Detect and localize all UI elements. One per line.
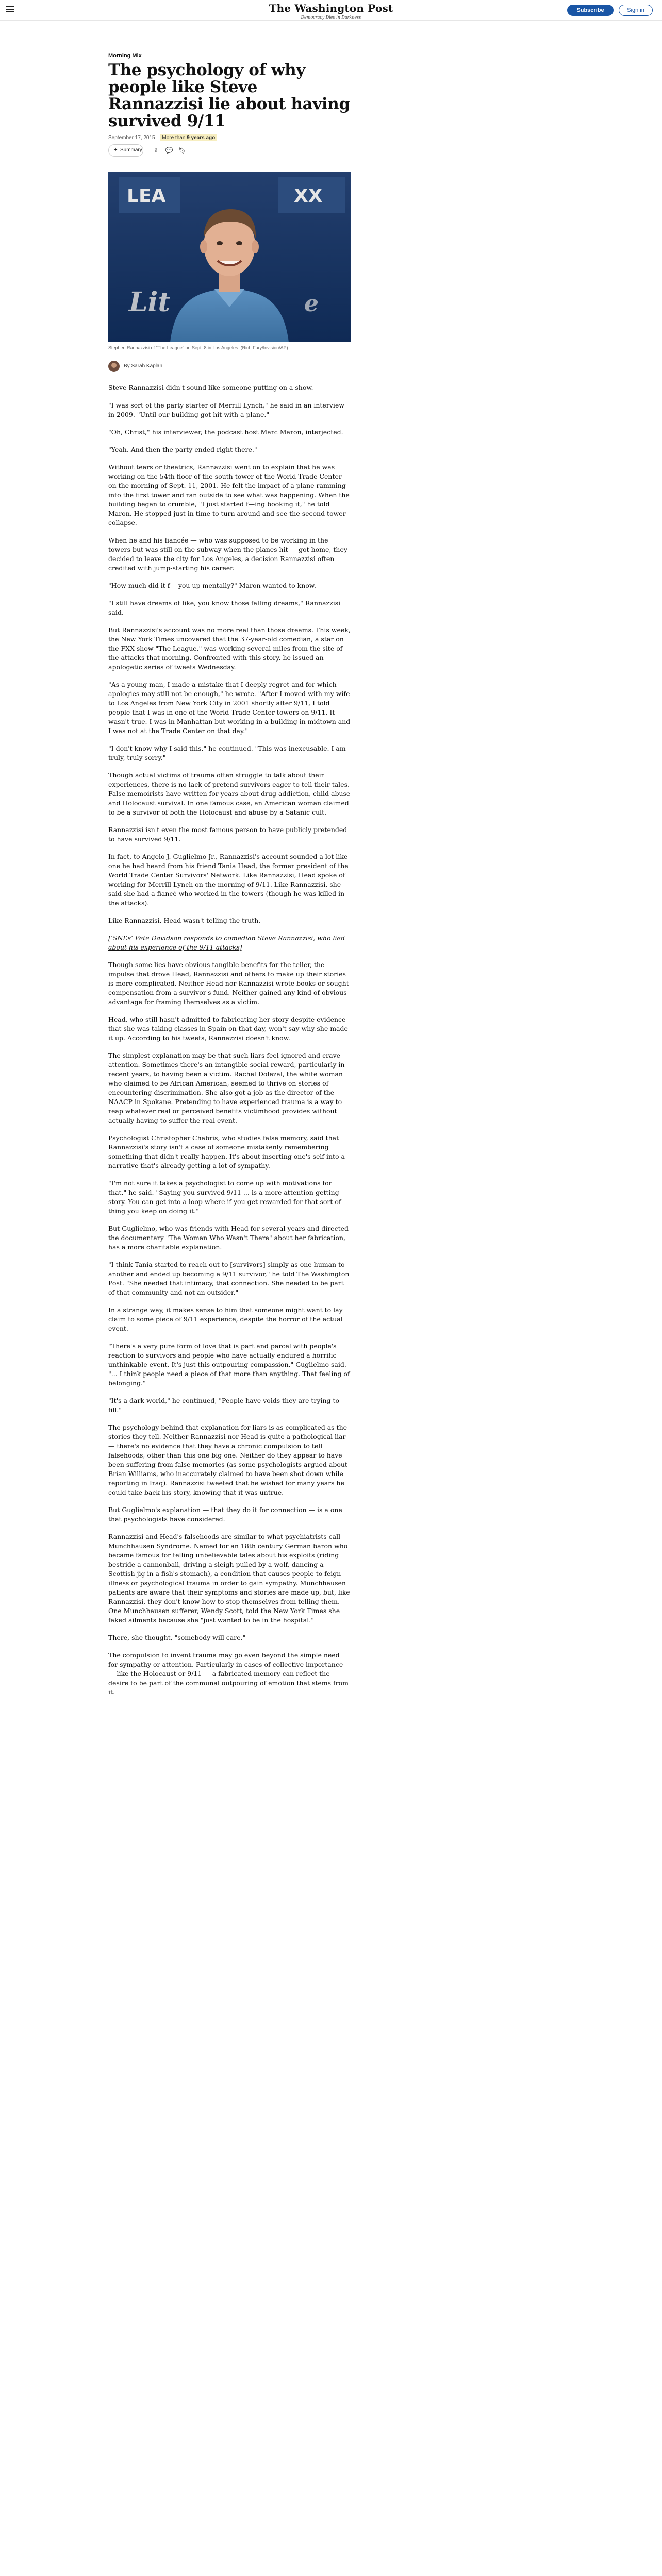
summary-button[interactable] [108,144,143,157]
paragraph: There, she thought, "somebody will care." [108,1634,246,1641]
share-icon[interactable]: ⇪ [153,147,159,154]
headline: The psychology of why people like Steve Rannazzisi lie about having survived 9/11 [108,61,350,130]
paragraph: Steve Rannazzisi didn't sound like someone putting on a show. [108,384,313,392]
paragraph: The simplest explanation may be that such liars feel ignored and crave attention. Sometimes there's an intangible social reward, particularly in recent years, to having been a victim. Rachel Dolezal, the white woman who claimed to be African American, seemed to thrive on stories of encountering discrimination. She also got a job as the director of the NAACP in Spokane. Pretending to have experienced trauma is a way to reap whatever real or perceived benefits victimhood provides without actually having to suffer the real event. [108,1052,345,1124]
paragraph: Head, who still hasn't admitted to fabricating her story despite evidence that she was taking classes in Spain on that day, won't say why she made it up. According to his tweets, Rannazzisi doesn't know. [108,1015,348,1042]
paragraph: Rannazzisi isn't even the most famous person to have publicly pretended to have survived 9/11. [108,826,347,843]
svg-text:LEA: LEA [127,185,166,207]
byline-text [124,363,162,369]
article-age-value: 9 years ago [187,135,216,141]
photo-caption: Stephen Rannazzisi of "The League" on Sept. 8 in Los Angeles. (Rich Fury/Invision/AP) [108,345,288,350]
byline-prefix: By [124,363,130,369]
paragraph: "It's a dark world," he continued, "People have voids they are trying to fill." [108,1397,340,1414]
paragraph: "As a young man, I made a mistake that I deeply regret and for which apologies may still not be enough," he wrote. "After I moved with my wife to Los Angeles from New York City in 2001 shortly after 9/11, I told people that I was in one of the World Trade Center towers on 9/11. It wasn't true. I was in Manhattan but working in a building in midtown and I was not at the Trade Center on that day." [108,681,351,735]
bookmark-icon[interactable]: 🔖︎ [178,147,187,154]
paragraph: But Guglielmo's explanation — that they do it for connection — is a one that psychologists have considered. [108,1506,342,1523]
top-navigation-bar [0,0,662,21]
article-age-prefix: More than [162,135,186,141]
paragraph-with-links[interactable]: But Rannazzisi's account was no more real than those dreams. This week, the New York Times uncovered that the 37-year-old comedian, a star on the FXX show "The League," was working several miles from the site of the attacks that morning. Confronted with this story, he issued an apologetic series of tweets Wednesday. [108,626,351,671]
hero-photo [108,172,351,342]
comment-icon[interactable]: 💬 [165,147,173,154]
paragraph: Without tears or theatrics, Rannazzisi went on to explain that he was working on the 54th floor of the south tower of the World Trade Center on the morning of Sept. 11, 2001. He felt the impact of a plane ramming into the first tower and ran outside to see what was happening. When the building began to crumble, "I just started f—ing booking it," he told Maron. He stopped just in time to turn around and see the second tower collapse. [108,463,350,527]
masthead-logo[interactable]: The Washington Post [269,2,393,14]
publish-date-text: September 17, 2015 [108,135,155,141]
summary-label: Summary [120,147,142,153]
svg-text:e: e [304,291,319,317]
paragraph: "I don't know why I said this," he continued. "This was inexcusable. I am truly, truly sorry." [108,744,346,761]
svg-text:Lit: Lit [129,286,171,318]
publish-date [108,134,217,141]
paragraph: Though some lies have obvious tangible benefits for the teller, the impulse that drove Head, Rannazzisi and others to make up their stories is more complicated. Neither Head nor Rannazzisi wrote books or sought compensation from a survivor's fund. Neither gained any kind of obvious advantage for framing themselves as a victim. [108,961,349,1006]
paragraph: "Oh, Christ," his interviewer, the podcast host Marc Maron, interjected. [108,428,343,436]
masthead[interactable] [0,2,662,20]
svg-text:XX: XX [294,185,323,207]
sign-in-button[interactable]: Sign in [619,5,653,16]
masthead-tagline: Democracy Dies in Darkness [301,15,361,20]
paragraph: "Yeah. And then the party ended right there." [108,446,257,453]
subscribe-button[interactable]: Subscribe [567,5,614,16]
paragraph-with-links[interactable]: But Guglielmo, who was friends with Head for several years and directed the documentary "The Woman Who Wasn't There" about her fabrication, has a more charitable explanation. [108,1225,349,1251]
hero-photo-illustration [108,172,351,342]
paragraph: "I think Tania started to reach out to [survivors] simply as one human to another and ended up becoming a 9/11 survivor," he told The Washington Post. "She needed that intimacy, that connection. She needed to be part of that community and not an outsider." [108,1261,350,1296]
paragraph-with-links[interactable]: The psychology behind that explanation for liars is as complicated as the stories they tell. Neither Rannazzisi nor Head is quite a pathological liar — there's no evidence that they have a chronic compulsion to tell falsehoods, other than this one big one. Neither do they appear to have been suffering from false memories (as some psychologists argued about Brian Williams, who inaccurately claimed to have been shot down while reporting in Iraq). Rannazzisi tweeted that he wished for many years he could take back his story, knowing that it was untrue. [108,1423,347,1496]
paragraph-with-links[interactable]: Rannazzisi and Head's falsehoods are similar to what psychiatrists call Munchhausen Syndrome. Named for an 18th century German baron who became famous for telling unbelievable tales about his exploits (riding bestride a cannonball, driving a sleigh pulled by a wolf, dancing a Scottish jig in a fish's stomach), a condition that causes people to feign illness or psychological trauma in order to gain sympathy. Munchhausen patients are aware that their symptoms and stories are made up, but, like Rannazzisi, they don't know how to stop themselves from telling them. One Munchhausen sufferer, Wendy Scott, told the New York Times she faked ailments because she "just wanted to be in the hospital." [108,1533,350,1624]
paragraph-with-links[interactable]: Though actual victims of trauma often struggle to talk about their experiences, there is no lack of pretend survivors eager to tell their tales. False memoirists have written for years about drug addiction, child abuse and Holocaust survival. In one famous case, an American woman claimed to be a survivor of both the Holocaust and abuse by a Satanic cult. [108,771,351,816]
paragraph: "How much did it f— you up mentally?" Maron wanted to know. [108,582,316,589]
article-tools [108,144,351,158]
paragraph: "I was sort of the party starter of Merrill Lynch," he said in an interview in 2009. "Until our building got hit with a plane." [108,401,344,418]
paragraph-with-links[interactable]: Psychologist Christopher Chabris, who studies false memory, said that Rannazzisi's story isn't a case of someone mistakenly remembering something that didn't really happen. It's about inserting one's self into a narrative that's already getting a lot of sympathy. [108,1134,345,1170]
paragraph: Like Rannazzisi, Head wasn't telling the truth. [108,917,261,924]
author-avatar[interactable] [108,361,120,372]
summary-sparkle-icon: ✦ [113,147,118,153]
related-article-link[interactable]: [‘SNL’s’ Pete Davidson responds to comedian Steve Rannazzisi, who lied about his experience of the 9/11 attacks] [108,934,345,951]
author-link[interactable]: Sarah Kaplan [131,363,163,369]
article-body [108,383,351,1705]
paragraph: The compulsion to invent trauma may go even beyond the simple need for sympathy or attention. Particularly in cases of collective importance — like the Holocaust or 9/11 — a fabricated memory can reflect the desire to be part of the communal outpouring of emotion that stems from it. [108,1651,349,1696]
paragraph: "I'm not sure it takes a psychologist to come up with motivations for that," he said. "Saying you survived 9/11 ... is a more attention-getting story. You can get into a loop where if you get rewarded for that sort of thing you keep on doing it." [108,1179,341,1215]
paragraph: In fact, to Angelo J. Guglielmo Jr., Rannazzisi's account sounded a lot like one he had heard from his friend Tania Head, the former president of the World Trade Center Survivors' Network. Like Rannazzisi, Head spoke of working for Merrill Lynch on the morning of 9/11. Like Rannazzisi, she said she had a fiancé who worked in the towers (though he was killed in the attacks). [108,853,349,907]
article-age-badge [160,134,217,141]
paragraph: "I still have dreams of like, you know those falling dreams," Rannazzisi said. [108,599,341,616]
paragraph: In a strange way, it makes sense to him that someone might want to lay claim to some piece of 9/11 experience, despite the horror of the actual event. [108,1306,343,1332]
section-kicker[interactable]: Morning Mix [108,53,142,59]
paragraph: When he and his fiancée — who was supposed to be working in the towers but was still on the subway when the planes hit — got home, they decided to leave the city for Los Angeles, a decision Rannazzisi often credited with jump-starting his career. [108,536,347,572]
paragraph: "There's a very pure form of love that is part and parcel with people's reaction to survivors and people who have actually endured a horrific unthinkable event. It's just this outpouring compassion," Guglielmo said. "... I think people need a piece of that more than anything. That feeling of belonging." [108,1342,350,1387]
